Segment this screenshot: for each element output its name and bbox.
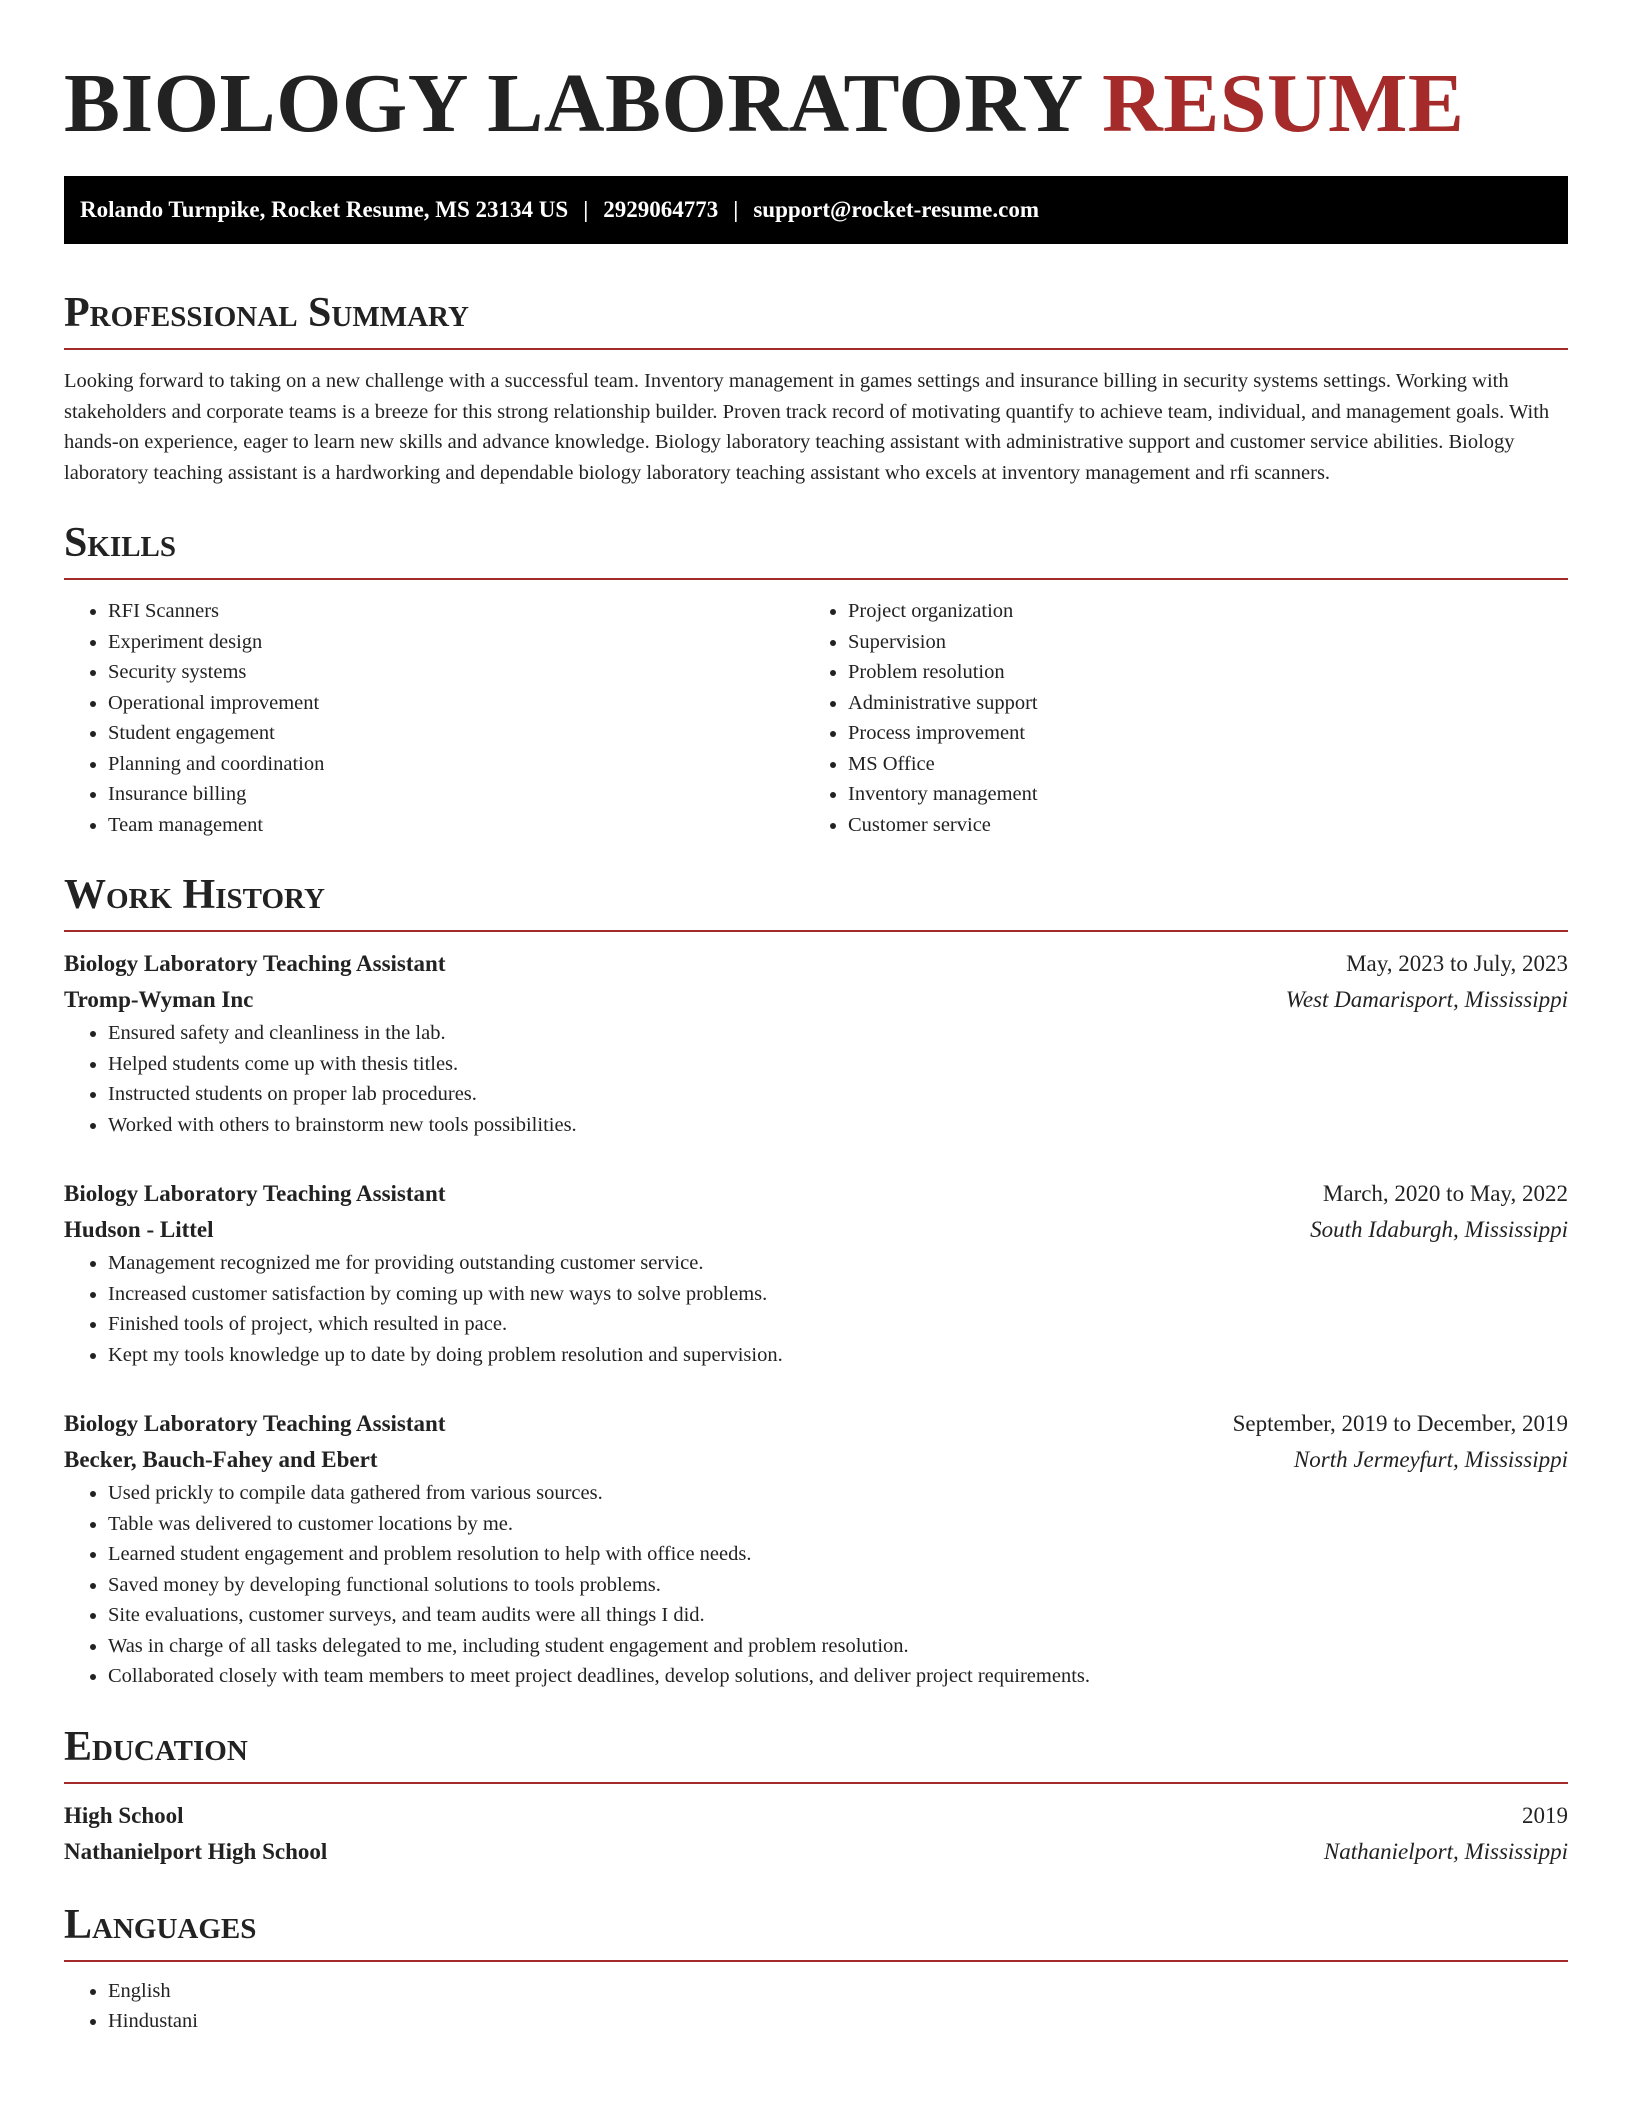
section-divider <box>64 1782 1568 1784</box>
job-location: North Jermeyfurt, Mississippi <box>1293 1447 1568 1472</box>
job-duty: • Helped students come up with thesis titles. <box>108 1049 1568 1080</box>
skill-item: • Team management <box>108 810 804 841</box>
job-duty: • Site evaluations, customer surveys, and team audits were all things I did. <box>108 1600 1568 1631</box>
skill-item: • RFI Scanners <box>108 596 804 627</box>
contact-email: support@rocket-resume.com <box>753 197 1039 222</box>
skill-item: • Operational improvement <box>108 688 804 719</box>
education-heading: Education <box>64 1723 248 1770</box>
job-duties <box>64 1018 1568 1140</box>
job-duty: • Was in charge of all tasks delegated to me, including student engagement and problem resolution. <box>108 1631 1568 1662</box>
job-dates: September, 2019 to December, 2019 <box>1232 1411 1568 1436</box>
job-company-row <box>64 982 1568 1018</box>
education-degree: High School <box>64 1802 184 1828</box>
skill-item: • Inventory management <box>848 779 1544 810</box>
job-duty: • Learned student engagement and problem resolution to help with office needs. <box>108 1539 1568 1570</box>
job-title: Biology Laboratory Teaching Assistant <box>64 951 446 976</box>
contact-separator: | <box>733 197 739 222</box>
skill-item: • Student engagement <box>108 718 804 749</box>
job-duty: • Ensured safety and cleanliness in the lab. <box>108 1018 1568 1049</box>
job-company-row <box>64 1442 1568 1478</box>
education-header-row <box>64 1798 1568 1834</box>
job-company-row <box>64 1212 1568 1248</box>
skill-item: • Experiment design <box>108 627 804 658</box>
skills-heading: Skills <box>64 520 177 566</box>
job-dates: March, 2020 to May, 2022 <box>1322 1181 1568 1206</box>
section-divider <box>64 578 1568 580</box>
job-duty: • Table was delivered to customer locations by me. <box>108 1509 1568 1540</box>
skill-item: • Customer service <box>848 810 1544 841</box>
section-divider <box>64 1960 1568 1962</box>
skill-item: • Planning and coordination <box>108 749 804 780</box>
job-header-row <box>64 1406 1568 1442</box>
job-header-row <box>64 946 1568 982</box>
education-entry <box>64 1798 1568 1870</box>
work-history-section <box>64 870 1568 1692</box>
job-company: Hudson - Littel <box>64 1217 214 1242</box>
job-entry <box>64 1406 1568 1692</box>
education-school: Nathanielport High School <box>64 1838 328 1864</box>
summary-heading: Professional Summary <box>64 290 469 336</box>
skill-item: • Supervision <box>848 627 1544 658</box>
skill-item: • Administrative support <box>848 688 1544 719</box>
job-dates: May, 2023 to July, 2023 <box>1346 951 1568 976</box>
job-location: West Damarisport, Mississippi <box>1285 987 1568 1012</box>
education-location: Nathanielport, Mississippi <box>1323 1838 1568 1864</box>
job-duties <box>64 1478 1568 1692</box>
job-title: Biology Laboratory Teaching Assistant <box>64 1181 446 1206</box>
skills-column-right <box>804 596 1544 840</box>
job-header-row <box>64 1176 1568 1212</box>
job-duty: • Finished tools of project, which resulted in pace. <box>108 1309 1568 1340</box>
job-duty: • Collaborated closely with team members to meet project deadlines, develop solutions, and deliver project requirements. <box>108 1661 1568 1692</box>
summary-text: Looking forward to taking on a new challenge with a successful team. Inventory management in games settings and insurance billing in security systems settings. Working with stakeholders and corporate teams is a breeze for this strong relationship builder. Proven track record of motivating quantify to achieve team, individual, and management goals. With hands-on experience, eager to learn new skills and advance knowledge. Biology laboratory teaching assistant with administrative support and customer service abilities. Biology laboratory teaching assistant is a hardworking and dependable biology laboratory teaching assistant who excels at inventory management and rfi scanners. <box>64 370 1550 484</box>
education-year: 2019 <box>1522 1802 1568 1828</box>
job-duty: • Instructed students on proper lab procedures. <box>108 1079 1568 1110</box>
contact-separator: | <box>583 197 589 222</box>
skills-section <box>64 518 1568 840</box>
title-accent: RESUME <box>1102 57 1465 150</box>
resume-page <box>64 0 1568 2037</box>
job-duties <box>64 1248 1568 1370</box>
skills-list-left <box>64 596 804 840</box>
job-location: South Idaburgh, Mississippi <box>1310 1217 1568 1242</box>
skill-item: • Problem resolution <box>848 657 1544 688</box>
skills-column-left <box>64 596 804 840</box>
job-duty: • Management recognized me for providing outstanding customer service. <box>108 1248 1568 1279</box>
section-divider <box>64 930 1568 932</box>
summary-section <box>64 288 1568 488</box>
title-main: BIOLOGY LABORATORY <box>64 57 1081 150</box>
languages-section <box>64 1900 1568 2037</box>
job-duty: • Worked with others to brainstorm new tools possibilities. <box>108 1110 1568 1141</box>
contact-address: Rolando Turnpike, Rocket Resume, MS 23134 US <box>80 197 569 222</box>
skills-list-right <box>804 596 1544 840</box>
languages-heading: Languages <box>64 1901 257 1948</box>
section-divider <box>64 348 1568 350</box>
job-company: Tromp-Wyman Inc <box>64 987 254 1012</box>
job-duty: • Used prickly to compile data gathered from various sources. <box>108 1478 1568 1509</box>
job-duty: • Increased customer satisfaction by coming up with new ways to solve problems. <box>108 1279 1568 1310</box>
resume-title <box>64 56 1568 152</box>
skill-item: • Insurance billing <box>108 779 804 810</box>
skills-grid <box>64 596 1568 840</box>
job-entry <box>64 946 1568 1140</box>
education-school-row <box>64 1834 1568 1870</box>
languages-list <box>64 1976 1568 2037</box>
job-duty: • Kept my tools knowledge up to date by doing problem resolution and supervision. <box>108 1340 1568 1371</box>
skill-item: • MS Office <box>848 749 1544 780</box>
job-company: Becker, Bauch-Fahey and Ebert <box>64 1447 378 1472</box>
skill-item: • Project organization <box>848 596 1544 627</box>
language-item: • English <box>108 1976 1568 2007</box>
job-title: Biology Laboratory Teaching Assistant <box>64 1411 446 1436</box>
contact-bar <box>64 176 1568 244</box>
skill-item: • Process improvement <box>848 718 1544 749</box>
education-section <box>64 1722 1568 1870</box>
work-history-heading: Work History <box>64 872 325 918</box>
skill-item: • Security systems <box>108 657 804 688</box>
job-entry <box>64 1176 1568 1370</box>
contact-phone: 2929064773 <box>603 197 719 222</box>
language-item: • Hindustani <box>108 2006 1568 2037</box>
job-duty: • Saved money by developing functional solutions to tools problems. <box>108 1570 1568 1601</box>
